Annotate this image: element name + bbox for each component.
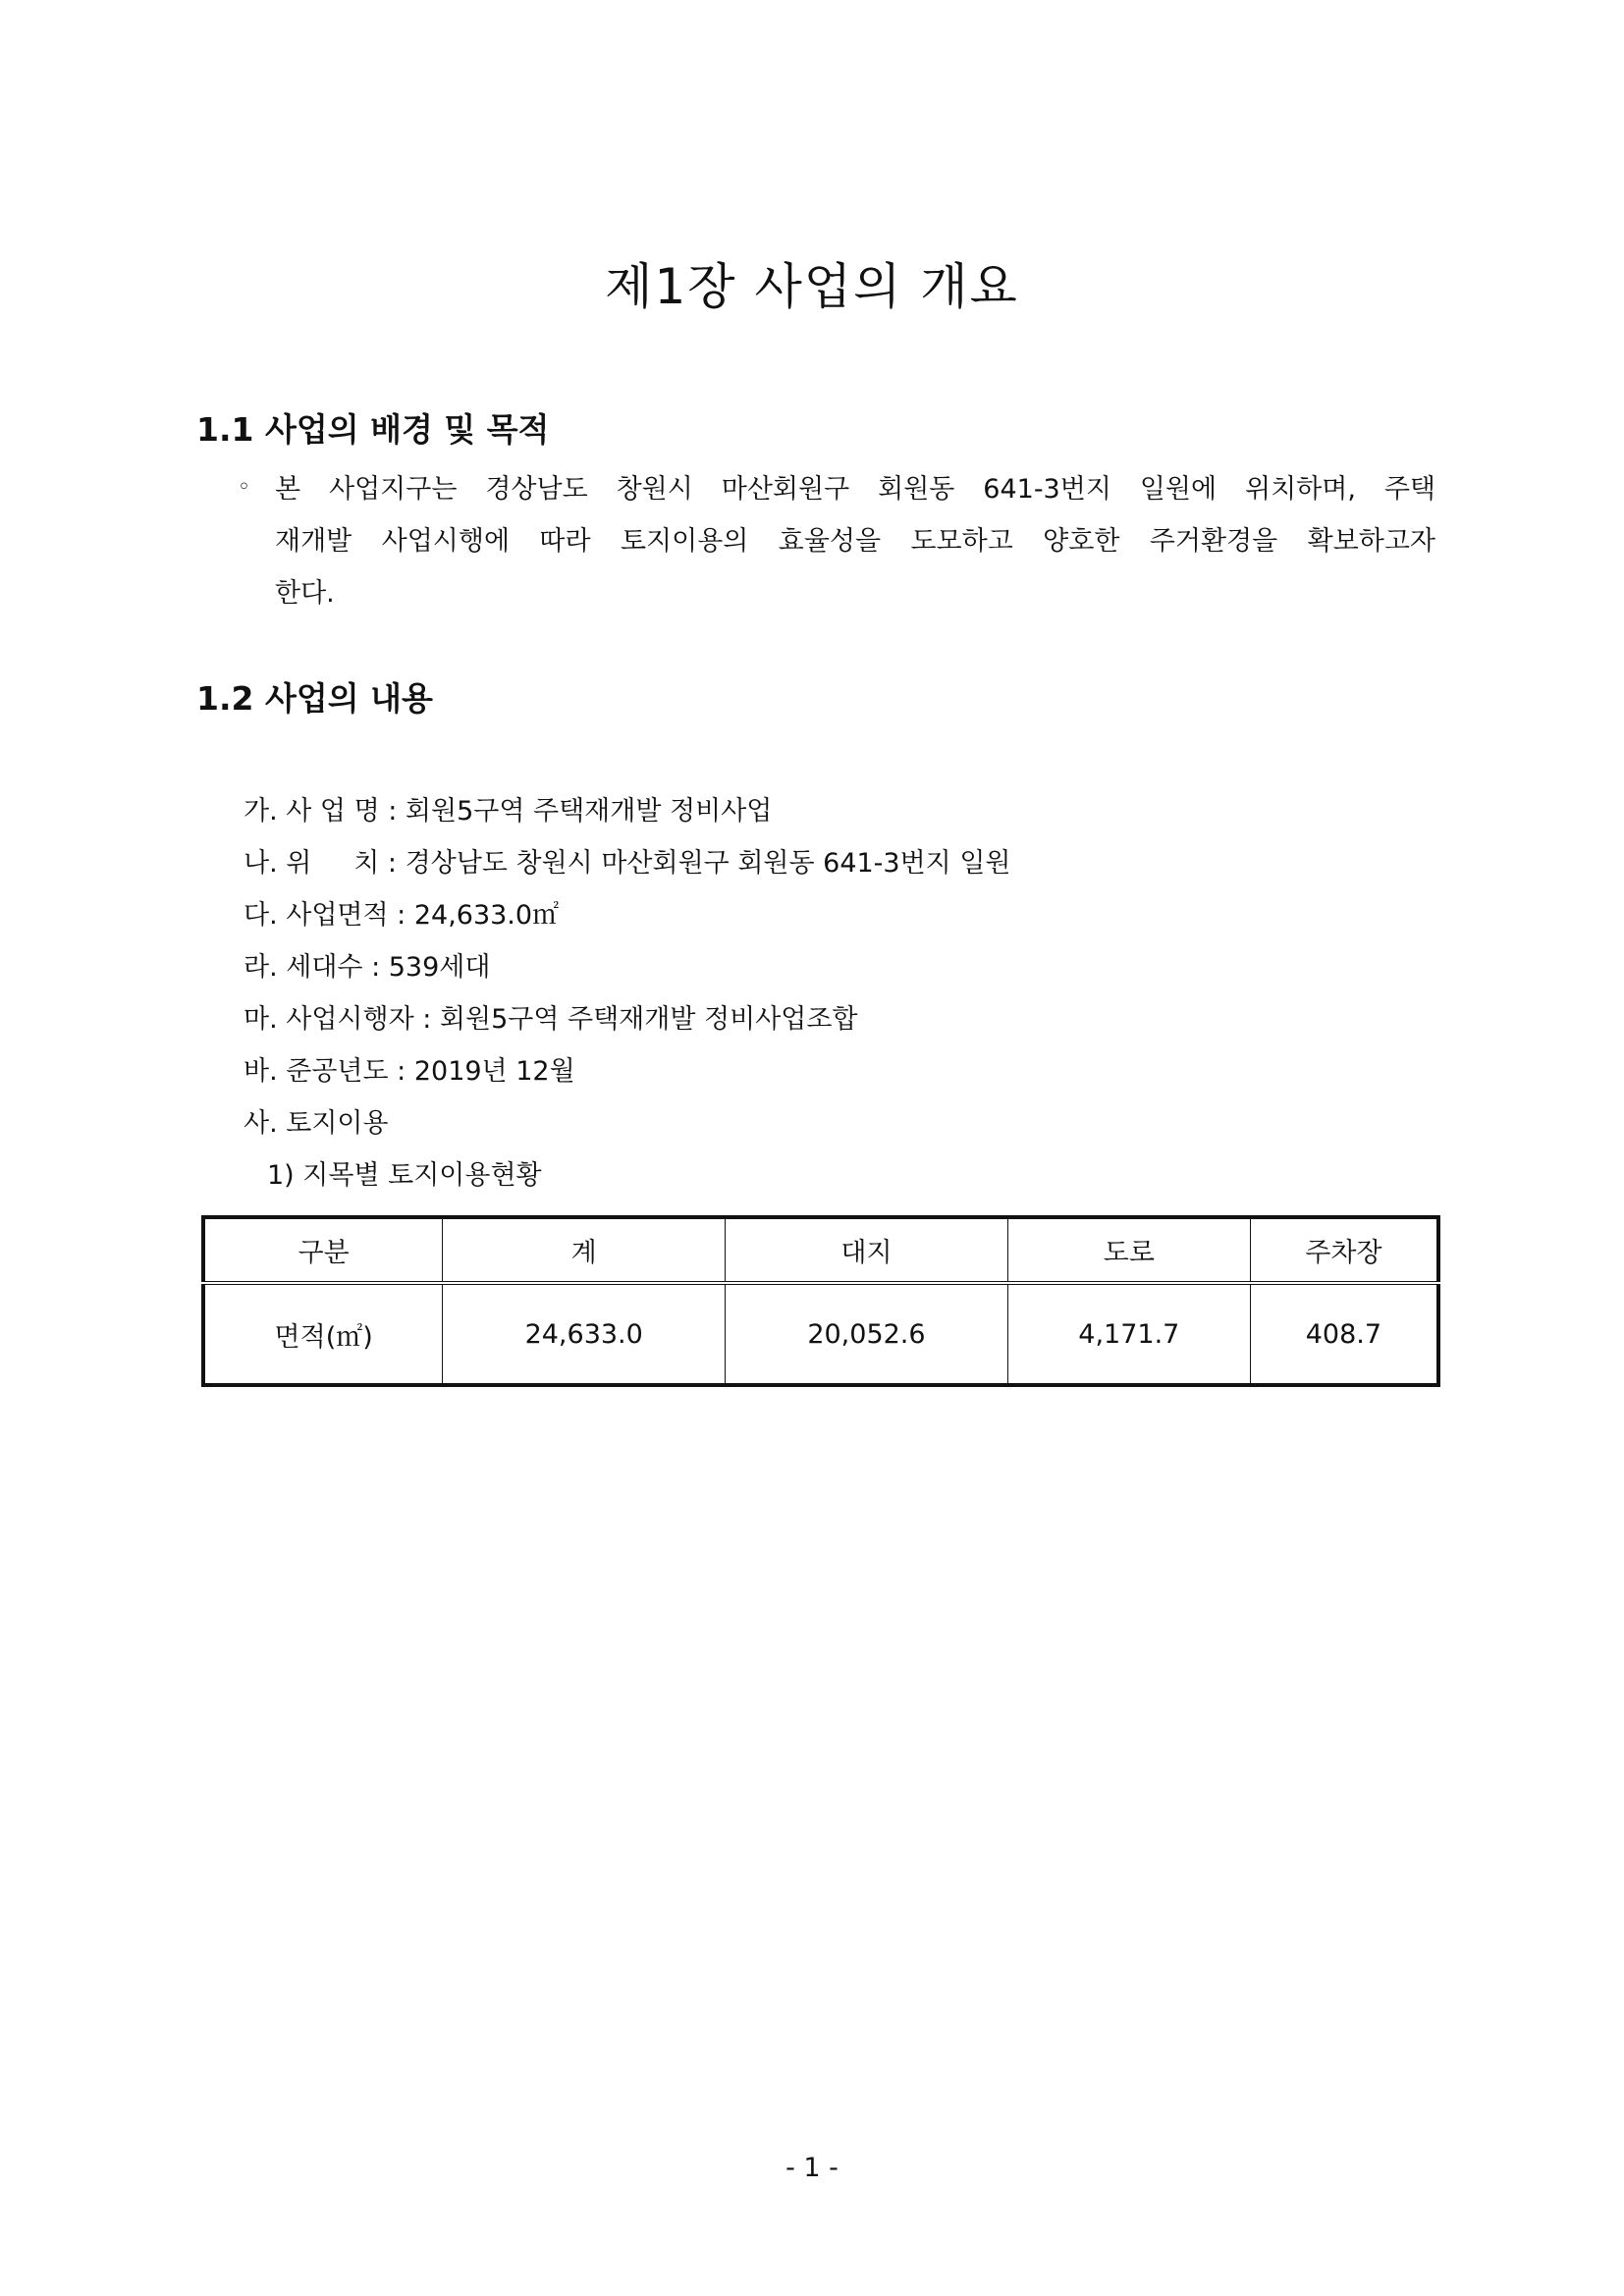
cell-total-area: 24,633.0 [443, 1283, 726, 1385]
paragraph-line-1-text: 본 사업지구는 경상남도 창원시 마산회원구 회원동 641-3번지 일원에 위치하며, 주택 [275, 474, 1435, 505]
cell-parking-area: 408.7 [1250, 1283, 1438, 1385]
detail-implementer: 마. 사업시행자 : 회원5구역 주택재개발 정비사업조합 [244, 1004, 858, 1035]
detail-location: 나. 위 치 : 경상남도 창원시 마산회원구 회원동 641-3번지 일원 [244, 848, 1011, 879]
detail-land-use: 사. 토지이용 [244, 1108, 389, 1139]
paragraph-line-2: 재개발 사업시행에 따라 토지이용의 효율성을 도모하고 양호한 주거환경을 확보하고자 [275, 526, 1435, 557]
section-heading-contents: 1.2 사업의 내용 [196, 679, 433, 718]
cell-road-area: 4,171.7 [1007, 1283, 1250, 1385]
header-site: 대지 [726, 1217, 1008, 1283]
table-row [203, 1283, 1438, 1385]
detail-project-area: 다. 사업면적 : 24,633.0㎡ [244, 900, 560, 931]
paragraph-line-1 [238, 461, 1435, 515]
page-number: - 1 - [785, 2153, 839, 2183]
detail-households: 라. 세대수 : 539세대 [244, 952, 491, 983]
cell-site-area: 20,052.6 [726, 1283, 1008, 1385]
detail-land-use-status: 1) 지목별 토지이용현황 [267, 1160, 542, 1191]
header-category: 구분 [203, 1217, 443, 1283]
detail-project-name: 가. 사 업 명 : 회원5구역 주택재개발 정비사업 [244, 796, 773, 827]
header-parking: 주차장 [1250, 1217, 1438, 1283]
cell-area-label: 면적(㎡) [203, 1283, 443, 1385]
background-paragraph [238, 461, 1435, 619]
detail-completion-year: 바. 준공년도 : 2019년 12월 [244, 1056, 575, 1087]
section-heading-background: 1.1 사업의 배경 및 목적 [196, 410, 550, 449]
bullet-icon: ◦ [238, 475, 250, 500]
table-header-row [203, 1217, 1438, 1283]
paragraph-line-3: 한다. [275, 578, 335, 609]
land-use-table [201, 1215, 1440, 1387]
page-title: 제1장 사업의 개요 [605, 258, 1019, 315]
header-total: 계 [443, 1217, 726, 1283]
header-road: 도로 [1007, 1217, 1250, 1283]
project-details-list [244, 785, 1011, 1201]
